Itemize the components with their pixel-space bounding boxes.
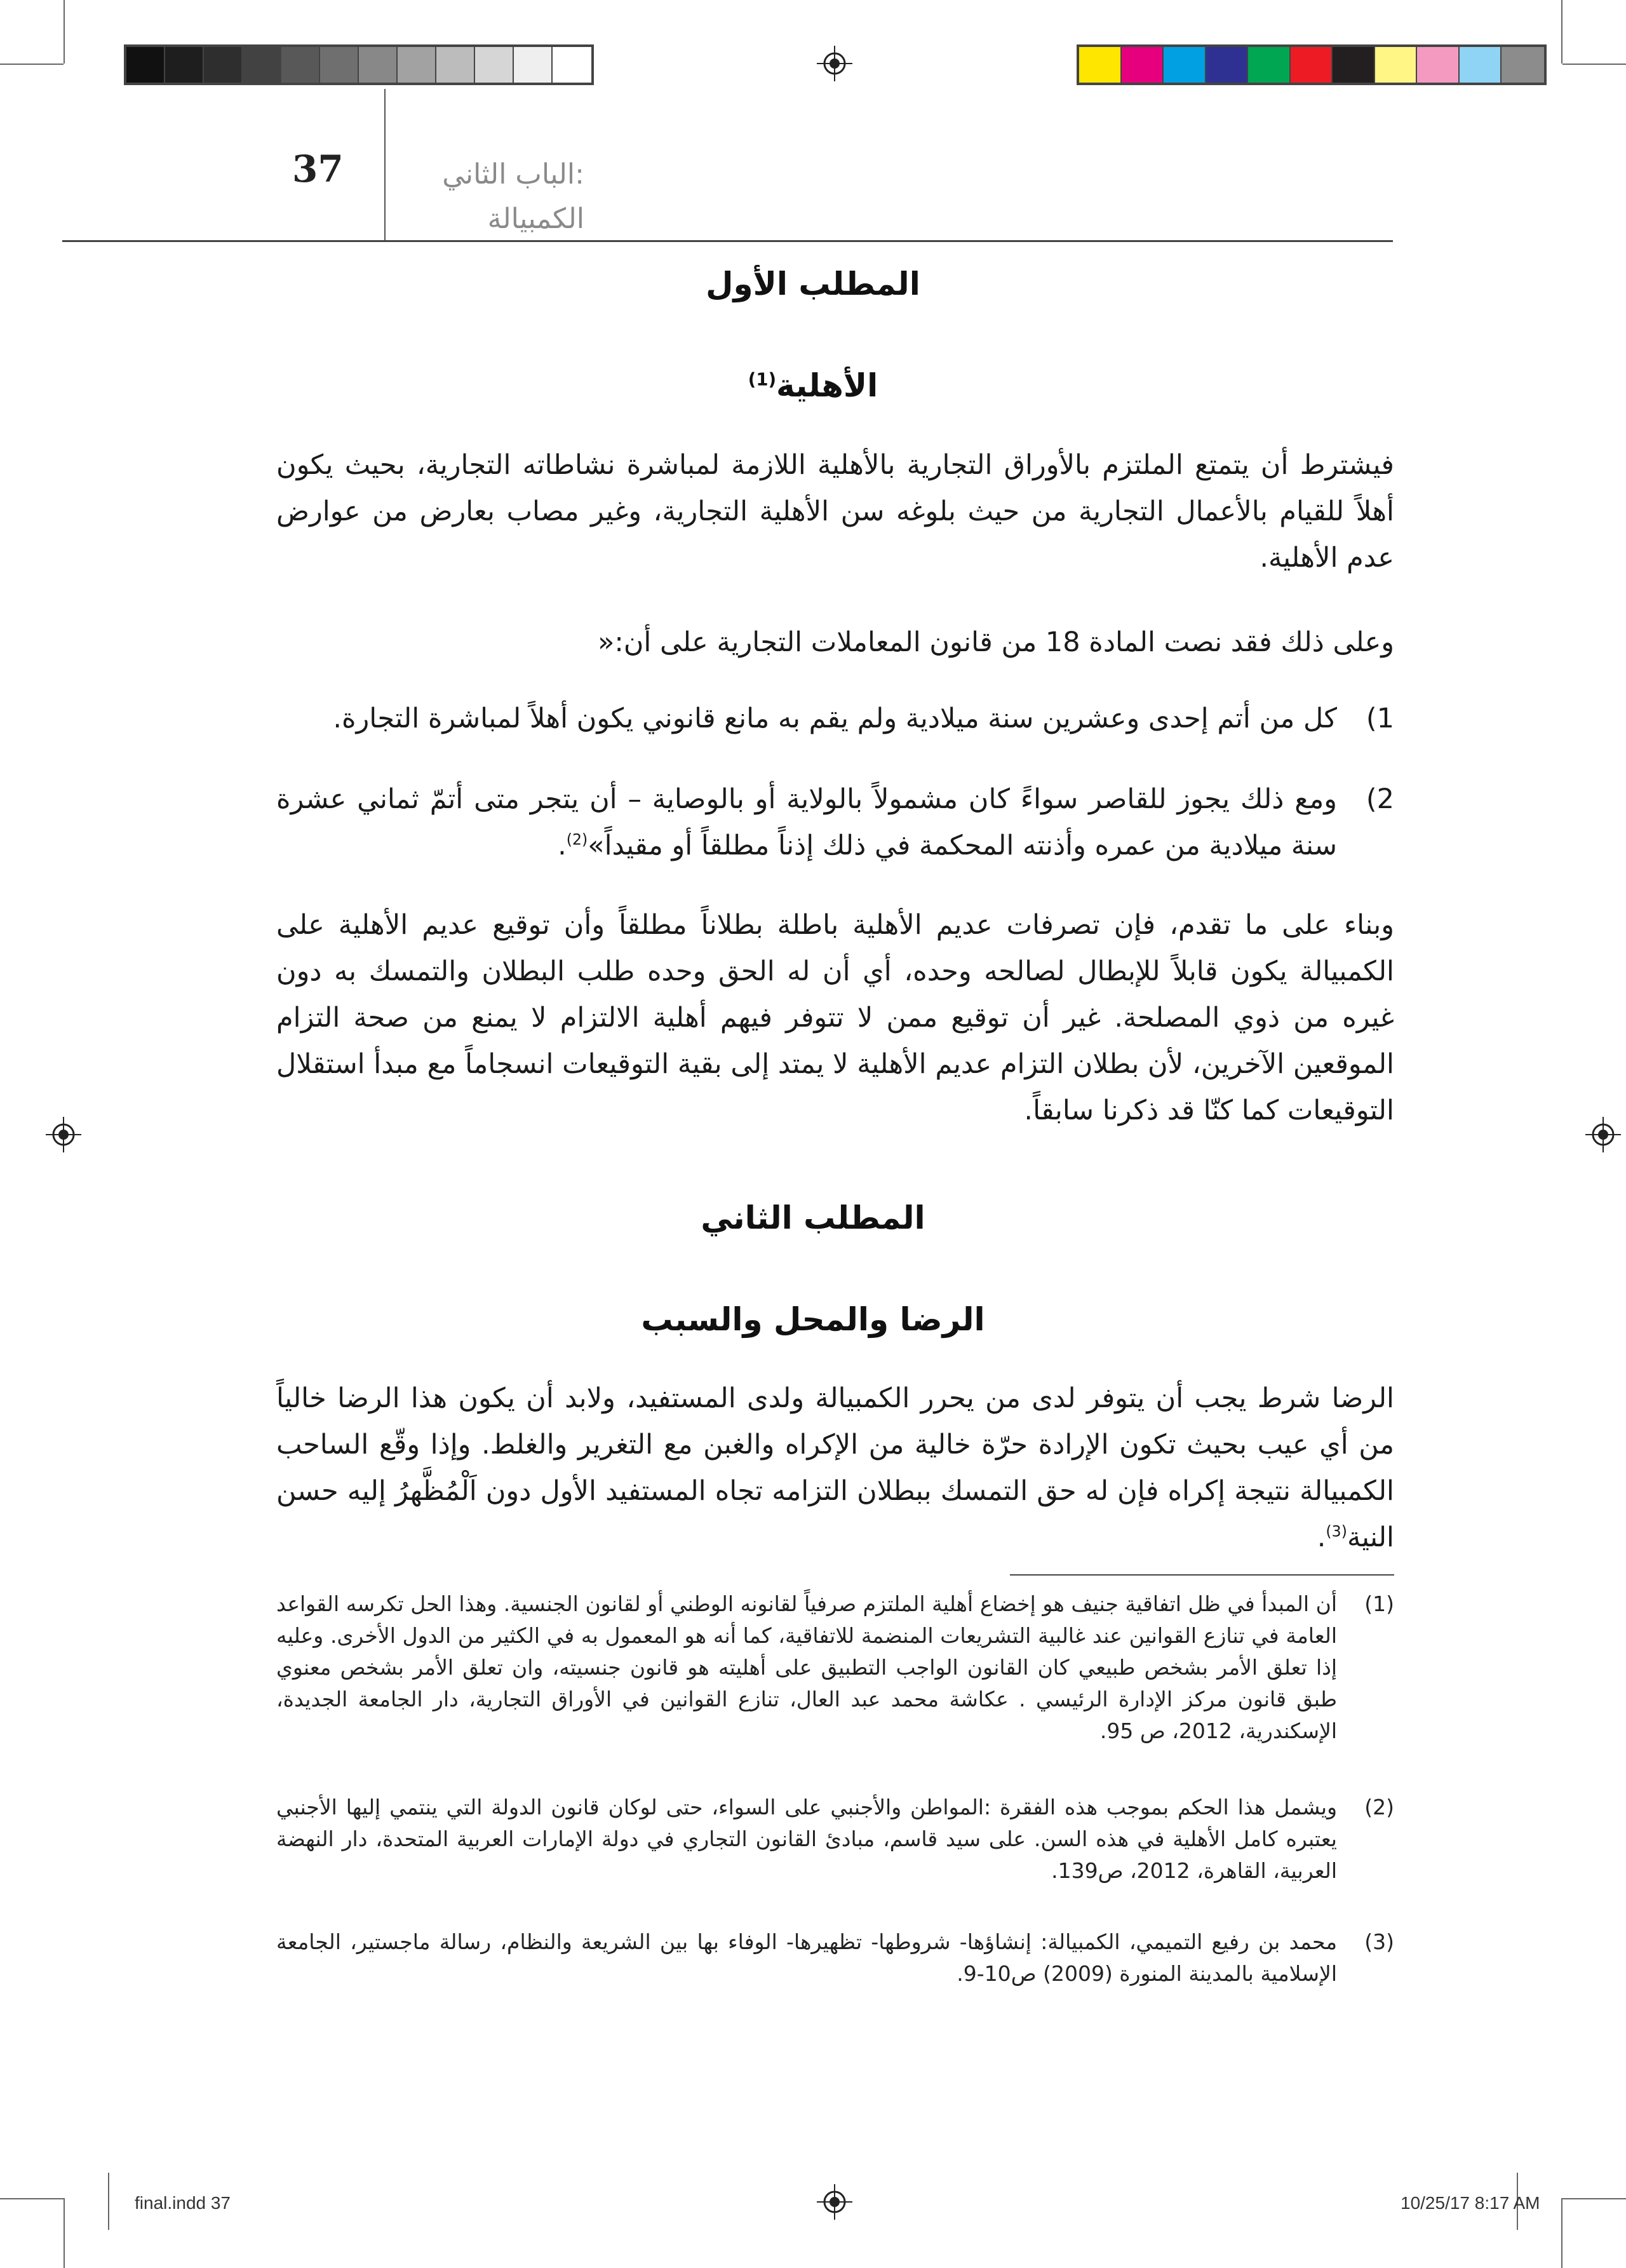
registration-mark-icon <box>1585 1117 1621 1152</box>
paragraph: وعلى ذلك فقد نصت المادة 18 من قانون المعاملات التجارية على أن:« <box>598 626 1394 658</box>
footnote <box>276 1792 1394 1887</box>
process-swatch <box>1079 47 1122 83</box>
footnote-ref: (2) <box>566 830 588 849</box>
grayscale-swatch <box>126 47 165 83</box>
footnote <box>276 1588 1394 1747</box>
header-rule <box>62 240 1393 242</box>
process-swatch <box>1502 47 1544 83</box>
grayscale-swatch <box>514 47 553 83</box>
grayscale-swatch <box>165 47 204 83</box>
registration-mark-icon <box>817 2184 852 2220</box>
running-head-topic: الكمبيالة <box>487 203 584 235</box>
running-head-chapter: الباب الثاني: <box>442 158 584 191</box>
registration-mark-icon <box>817 46 852 81</box>
grayscale-swatch <box>359 47 398 83</box>
process-swatch <box>1206 47 1249 83</box>
section-subtitle <box>0 367 1626 404</box>
header-divider <box>384 89 386 241</box>
list-text: كل من أتم إحدى وعشرين سنة ميلادية ولم يقم به مانع قانوني يكون أهلاً لمباشرة التجارة. <box>333 703 1337 734</box>
process-swatch <box>1164 47 1206 83</box>
list-item <box>276 776 1394 869</box>
list-text: ومع ذلك يجوز للقاصر سواءً كان مشمولاً بالولاية أو بالوصاية – أن يتجر متى أتمّ ثماني عشرة سنة ميلادية من عمره وأذنته المحكمة في ذلك إذناً مطلقاً أو مقيداً»$^{(2)}$. <box>276 783 1337 861</box>
footnote-text: محمد بن رفيع التميمي، الكمبيالة: إنشاؤها- شروطها- تظهيرها- الوفاء بها بين الشريعة والنظام، رسالة ماجستير، الجامعة الإسلامية بالمدينة المنورة (2009) ص10-9. <box>276 1929 1337 1986</box>
footnote-text: ويشمل هذا الحكم بموجب هذه الفقرة :المواطن والأجنبي على السواء، حتى لوكان قانون الدولة التي ينتمي إليها الأجنبي يعتبره كامل الأهلية في هذه السن. على سيد قاسم، مبادئ القانون التجاري في دولة الإمارات العربية المتحدة، دار النهضة العربية، القاهرة، 2012، ص139. <box>276 1795 1337 1883</box>
paragraph: الرضا شرط يجب أن يتوفر لدى من يحرر الكمبيالة ولدى المستفيد، ولابد أن يكون هذا الرضا خالياً من أي عيب بحيث تكون الإرادة حرّة خالية من الإكراه والغبن مع التغرير والغلط. وإذا وقّع الساحب الكمبيالة نتيجة إكراه فإن له حق التمسك ببطلان التزامه تجاه المستفيد الأول دون اَلْمُظَّهرُ إليه حسن النية$^{(3)}$. <box>276 1382 1394 1553</box>
list-item <box>276 696 1394 742</box>
process-swatch <box>1417 47 1460 83</box>
footnote-ref: (3) <box>1326 1522 1347 1541</box>
footnote-ref: (1) <box>748 369 777 390</box>
grayscale-swatch <box>398 47 436 83</box>
paragraph: وبناء على ما تقدم، فإن تصرفات عديم الأهلية باطلة بطلاناً مطلقاً وأن توقيع عديم الأهلية على الكمبيالة يكون قابلاً للإبطال لصالحه وحده، أي أن له الحق وحده طلب البطلان والتمسك به دون غيره من ذوي المصلحة. غير أن توقيع ممن لا تتوفر فيهم أهلية الالتزام لا يمنع من صحة التزام الموقعين الآخرين، لأن بطلان التزام عديم الأهلية لا يمتد إلى بقية التوقيعات انسجاماً مع مبدأ استقلال التوقيعات كما كنّا قد ذكرنا سابقاً. <box>276 909 1394 1126</box>
footnote-separator <box>1010 1574 1394 1576</box>
process-swatch <box>1333 47 1375 83</box>
list-number: 1) <box>1366 703 1394 734</box>
grayscale-swatch <box>204 47 243 83</box>
grayscale-color-bar <box>124 44 594 85</box>
running-head <box>394 152 584 241</box>
process-swatch <box>1291 47 1333 83</box>
slug-date: 10/25/17 8:17 AM <box>1401 2193 1540 2213</box>
process-swatch <box>1375 47 1418 83</box>
subtitle-text: الأهلية <box>776 367 878 404</box>
grayscale-swatch <box>553 47 591 83</box>
footnote <box>276 1926 1394 1990</box>
paragraph: فيشترط أن يتمتع الملتزم بالأوراق التجارية بالأهلية اللازمة لمباشرة نشاطاته التجارية، بحيث يكون أهلاً للقيام بالأعمال التجارية من حيث بلوغه سن الأهلية التجارية، وغير مصاب بعارض من عوارض عدم الأهلية. <box>276 449 1394 574</box>
process-color-bar <box>1077 44 1547 85</box>
slug-file: final.indd 37 <box>135 2193 231 2213</box>
list-number: 2) <box>1366 783 1394 815</box>
section-subtitle: الرضا والمحل والسبب <box>641 1301 985 1338</box>
grayscale-swatch <box>475 47 514 83</box>
process-swatch <box>1460 47 1502 83</box>
registration-mark-icon <box>46 1117 81 1152</box>
section-title: المطلب الأول <box>706 266 920 302</box>
process-swatch <box>1248 47 1291 83</box>
footnote-number: (3) <box>1364 1929 1394 1954</box>
grayscale-swatch <box>281 47 320 83</box>
process-swatch <box>1122 47 1164 83</box>
section-title: المطلب الثاني <box>701 1199 925 1236</box>
grayscale-swatch <box>243 47 281 83</box>
page-number: 37 <box>292 147 344 191</box>
footnote-number: (1) <box>1364 1591 1394 1616</box>
grayscale-swatch <box>436 47 475 83</box>
grayscale-swatch <box>320 47 359 83</box>
footnote-text: أن المبدأ في ظل اتفاقية جنيف هو إخضاع أهلية الملتزم صرفياً لقانونه الوطني أو لقانون الجنسية. وهذا الحل تكرسه القواعد العامة في تنازع القوانين عند غالبية التشريعات المنضمة للاتفاقية، كما أنه هو المعمول به في الكثير من الدول الأخرى. وعليه إذا تعلق الأمر بشخص طبيعي كان القانون الواجب التطبيق على أهليته هو قانون جنسيته، وان تعلق الأمر بشخص معنوي طبق قانون مركز الإدارة الرئيسي . عكاشة محمد عبد العال، تنازع القوانين في الأوراق التجارية، دار الجامعة الجديدة، الإسكندرية، 2012، ص 95. <box>276 1591 1337 1743</box>
footnote-number: (2) <box>1364 1795 1394 1819</box>
